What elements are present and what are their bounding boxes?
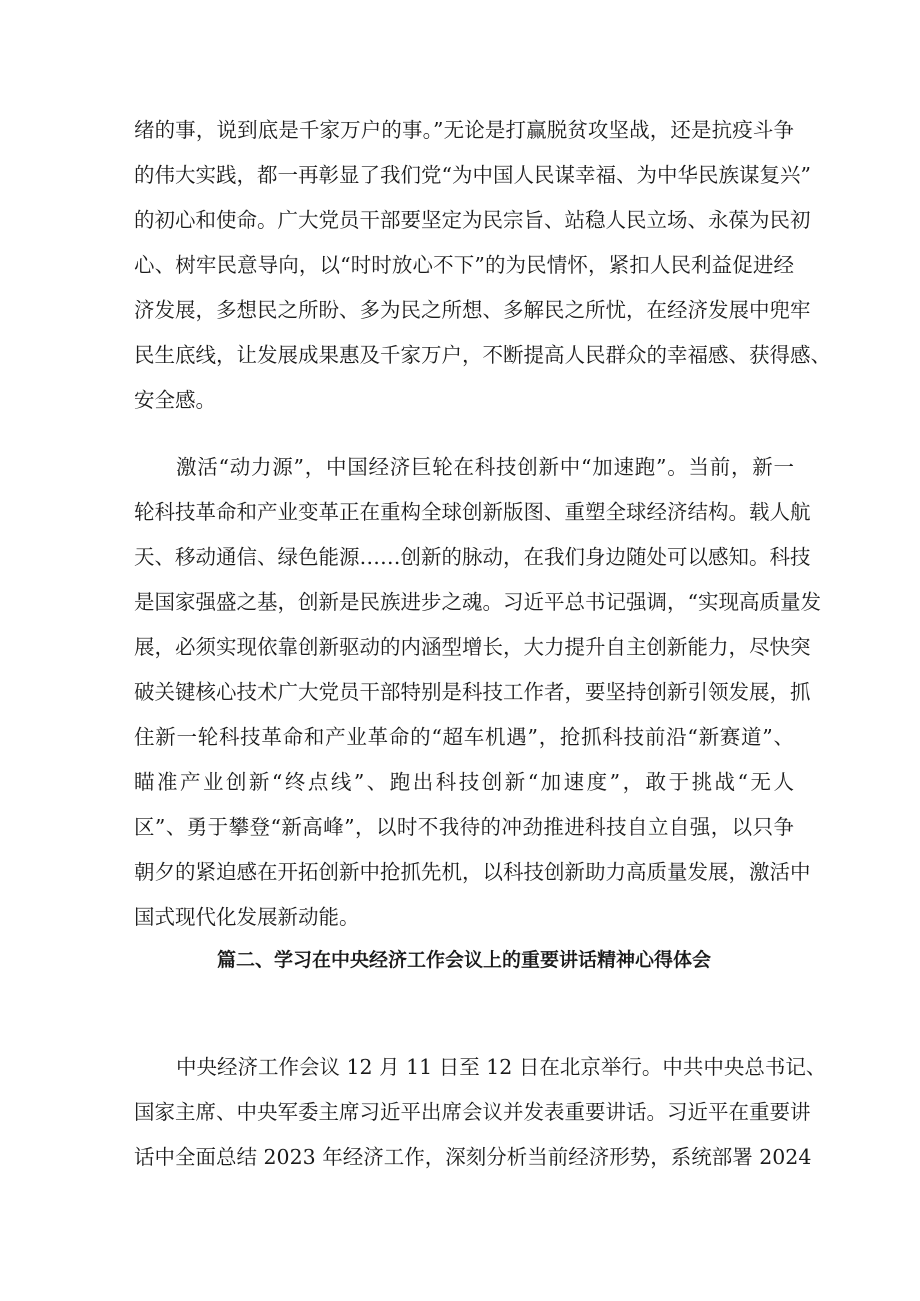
- paragraph-2-line-6: 破关键核心技术广大党员干部特别是科技工作者，要坚持创新引领发展，抓: [134, 680, 811, 704]
- paragraph-2-line-4: 是国家强盛之基，创新是民族进步之魂。习近平总书记强调，“实现高质量发: [134, 590, 821, 614]
- paragraph-1-line-1: 绪的事，说到底是千家万户的事。”无论是打赢脱贫攻坚战，还是抗疫斗争: [134, 118, 794, 142]
- paragraph-1-line-5: 济发展，多想民之所盼、多为民之所想、多解民之所忧，在经济发展中兜牢: [134, 298, 811, 322]
- paragraph-2-line-7: 住新一轮科技革命和产业革命的“超车机遇”，抢抓科技前沿“新赛道”、: [134, 725, 794, 749]
- paragraph-1-line-4: 心、树牢民意导向，以“时时放心不下”的为民情怀，紧扣人民利益促进经: [134, 253, 794, 277]
- paragraph-2-line-8: 瞄准产业创新“终点线”、跑出科技创新“加速度”，敢于挑战“无人: [134, 770, 794, 794]
- paragraph-2-line-10: 朝夕的紧迫感在开拓创新中抢抓先机，以科技创新助力高质量发展，激活中: [134, 860, 811, 884]
- paragraph-2-line-1: 激活“动力源”，中国经济巨轮在科技创新中“加速跑”。当前，新一: [176, 455, 794, 479]
- paragraph-2-line-11: 国式现代化发展新动能。: [134, 905, 360, 929]
- paragraph-2-line-9: 区”、勇于攀登“新高峰”，以时不我待的冲劲推进科技自立自强，以只争: [134, 815, 794, 839]
- paragraph-2-line-5: 展，必须实现依靠创新驱动的内涵型增长，大力提升自主创新能力，尽快突: [134, 635, 811, 659]
- paragraph-3-line-1: 中央经济工作会议 12 月 11 日至 12 日在北京举行。中共中央总书记、: [176, 1055, 827, 1079]
- paragraph-1-line-7: 安全感。: [134, 388, 216, 412]
- paragraph-3-line-3: 话中全面总结 2023 年经济工作，深刻分析当前经济形势，系统部署 2024: [134, 1145, 812, 1169]
- section-heading: 篇二、学习在中央经济工作会议上的重要讲话精神心得体会: [216, 949, 711, 971]
- paragraph-2-line-3: 天、移动通信、绿色能源……创新的脉动，在我们身边随处可以感知。科技: [134, 545, 811, 569]
- paragraph-1-line-3: 的初心和使命。广大党员干部要坚定为民宗旨、站稳人民立场、永葆为民初: [134, 208, 811, 232]
- paragraph-1-line-2: 的伟大实践，都一再彰显了我们党“为中国人民谋幸福、为中华民族谋复兴”: [134, 163, 811, 187]
- paragraph-3-line-2: 国家主席、中央军委主席习近平出席会议并发表重要讲话。习近平在重要讲: [134, 1100, 811, 1124]
- paragraph-2-line-2: 轮科技革命和产业变革正在重构全球创新版图、重塑全球经济结构。载人航: [134, 500, 811, 524]
- paragraph-1-line-6: 民生底线，让发展成果惠及千家万户，不断提高人民群众的幸福感、获得感、: [134, 343, 831, 367]
